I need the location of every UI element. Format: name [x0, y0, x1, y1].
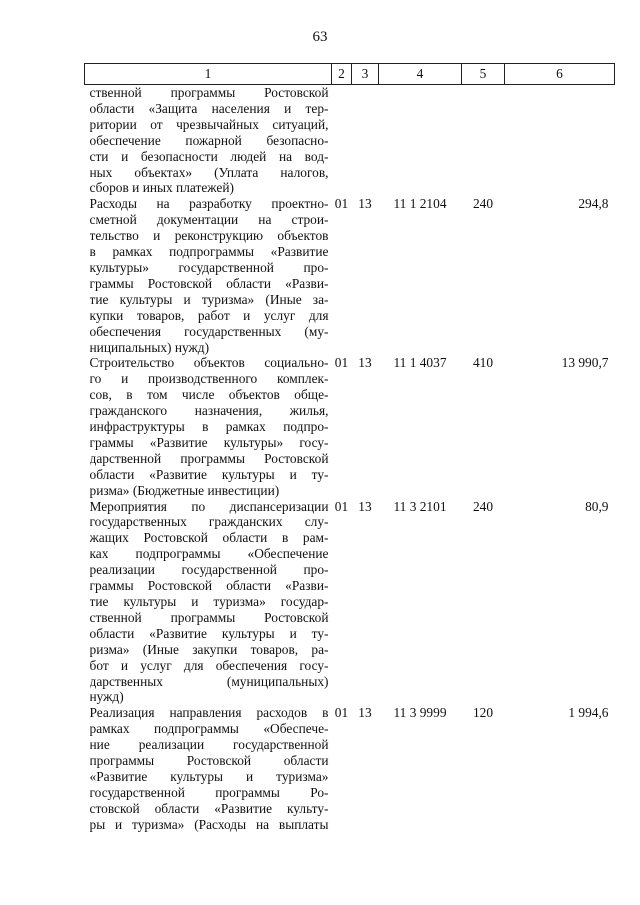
- description-line: ственной программы Ростовской: [89, 609, 329, 625]
- table-row: [85, 705, 615, 832]
- expense-type-code: 240: [472, 196, 494, 212]
- header-col-1: 1: [85, 64, 332, 85]
- amount-value: 294,8: [578, 196, 609, 212]
- description-line: культуры» государственной про-: [89, 259, 329, 275]
- expense-type-code: 240: [472, 498, 494, 514]
- description-line: граммы Ростовской области «Разви-: [89, 275, 329, 291]
- subsection-code: 13: [358, 355, 372, 371]
- description-line: области «Развитие культуры и ту-: [89, 466, 329, 482]
- description-line: жащих Ростовской области в рам-: [89, 530, 329, 546]
- expense-type-code: [462, 85, 505, 197]
- description-line: бот и услуг для обеспечения госу-: [89, 657, 329, 673]
- description-line: ры и туризма» (Расходы на выплаты: [89, 816, 329, 832]
- description-line: тие культуры и туризма» государ-: [89, 594, 329, 609]
- amount-value: 1 994,6: [568, 705, 609, 721]
- target-article-code: [379, 85, 462, 197]
- description-line: области «Развитие культуры и ту-: [89, 625, 329, 641]
- description-line: Мероприятия по диспансеризации: [89, 498, 329, 514]
- subsection-code: [352, 85, 379, 197]
- description-line: «Развитие культуры и туризма»: [89, 768, 329, 784]
- description-line: стовской области «Развитие культу-: [89, 800, 329, 816]
- amount-value: 13 990,7: [561, 355, 609, 371]
- description-line: сборов и иных платежей): [89, 180, 234, 196]
- table-header: [85, 64, 615, 85]
- row-description: [85, 355, 332, 498]
- page-number: 63: [312, 29, 328, 45]
- description-line: граммы Ростовской области «Разви-: [89, 578, 329, 594]
- subsection-code: 13: [358, 196, 372, 212]
- description-line: ритории от чрезвычайных ситуаций,: [89, 116, 329, 132]
- description-line: ризма» (Бюджетные инвестиции): [89, 482, 280, 498]
- description-line: граммы «Развитие культуры» госу-: [89, 434, 329, 450]
- description-line: нужд): [89, 689, 124, 705]
- description-line: Строительство объектов социально-: [89, 355, 329, 371]
- table-row: [85, 355, 615, 498]
- description-line: государственной программы Ро-: [89, 784, 329, 800]
- description-line: ственной программы Ростовской: [89, 85, 329, 100]
- header-col-5: 5: [462, 64, 505, 85]
- description-line: обеспечение пожарной безопасно-: [89, 132, 329, 148]
- description-line: ние реализации государственной: [89, 737, 329, 753]
- description-line: Реализация направления расходов в: [89, 705, 329, 721]
- subsection-code: 13: [358, 498, 372, 514]
- row-description: [85, 499, 332, 706]
- description-line: ках подпрограммы «Обеспечение: [89, 546, 329, 562]
- description-line: программы Ростовской области: [89, 753, 329, 769]
- table-row: [85, 85, 615, 197]
- description-line: инфраструктуры в рамках подпро-: [89, 419, 329, 435]
- description-line: обеспечения государственных (му-: [89, 323, 329, 339]
- description-line: сти и безопасности людей на вод-: [89, 148, 329, 164]
- description-line: Расходы на разработку проектно-: [89, 196, 329, 212]
- description-line: реализации государственной про-: [89, 562, 329, 578]
- expense-type-code: 120: [472, 705, 494, 721]
- header-row: [85, 64, 615, 85]
- target-article-code: 11 1 4037: [393, 355, 447, 371]
- row-description: [85, 85, 332, 197]
- section-code: 01: [334, 498, 349, 514]
- expense-type-code: 410: [472, 355, 494, 371]
- section-code: [332, 85, 352, 197]
- description-line: купки товаров, работ и услуг для: [89, 307, 329, 323]
- description-line: ниципальных) нужд): [89, 339, 210, 355]
- table-row: [85, 499, 615, 706]
- description-line: го и производственного комплек-: [89, 371, 329, 387]
- table-row: [85, 196, 615, 355]
- description-line: дарственных (муниципальных): [89, 673, 329, 689]
- description-line: дарственной программы Ростовской: [89, 450, 329, 466]
- description-line: ных объектах» (Уплата налогов,: [89, 164, 329, 180]
- amount-value: 80,9: [585, 498, 609, 514]
- description-line: рамках подпрограммы «Обеспече-: [89, 721, 329, 737]
- description-line: сов, в том числе объектов обще-: [89, 387, 329, 403]
- description-line: гражданского назначения, жилья,: [89, 403, 329, 419]
- description-line: тельство и реконструкцию объектов: [89, 228, 329, 244]
- header-col-6: 6: [505, 64, 615, 85]
- description-line: области «Защита населения и тер-: [89, 100, 329, 116]
- description-line: в рамках подпрограммы «Развитие: [89, 244, 329, 260]
- section-code: 01: [334, 196, 349, 212]
- description-line: государственных гражданских слу-: [89, 514, 329, 530]
- table-body: [85, 85, 615, 833]
- subsection-code: 13: [358, 705, 372, 721]
- amount-value: [505, 85, 615, 197]
- header-col-2: 2: [332, 64, 352, 85]
- header-col-3: 3: [352, 64, 379, 85]
- description-line: ризма» (Иные закупки товаров, ра-: [89, 641, 329, 657]
- target-article-code: 11 3 9999: [393, 705, 447, 721]
- target-article-code: 11 1 2104: [393, 196, 447, 212]
- row-description: [85, 705, 332, 832]
- row-description: [85, 196, 332, 355]
- description-line: тие культуры и туризма» (Иные за-: [89, 291, 329, 307]
- target-article-code: 11 3 2101: [393, 498, 447, 514]
- budget-table: [84, 63, 615, 833]
- header-col-4: 4: [379, 64, 462, 85]
- section-code: 01: [334, 355, 349, 371]
- section-code: 01: [334, 705, 349, 721]
- description-line: сметной документации на строи-: [89, 212, 329, 228]
